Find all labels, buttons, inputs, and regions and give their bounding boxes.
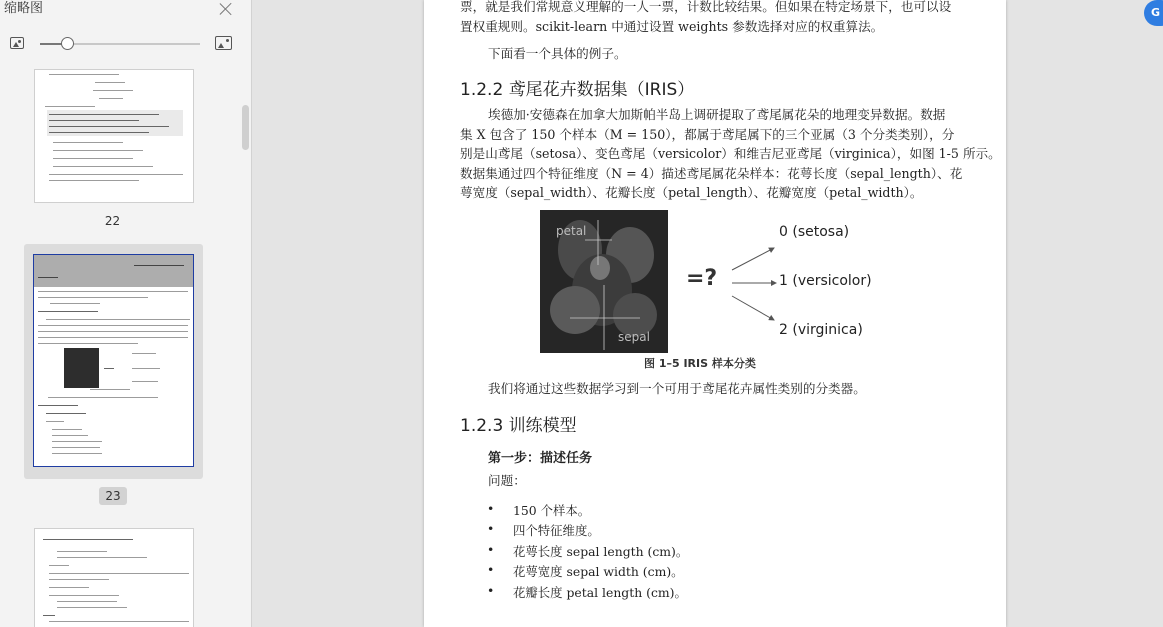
equals-question: =?: [686, 266, 718, 291]
paragraph-line: 埃德加·安德森在加拿大加斯帕半岛上调研提取了鸢尾属花朵的地理变异数据。数据: [488, 107, 946, 122]
class-label-versicolor: 1 (versicolor): [779, 273, 872, 289]
class-label-setosa: 0 (setosa): [779, 224, 850, 240]
step-heading: 第一步：描述任务: [488, 451, 593, 466]
section-heading-1-2-3: 1.2.3 训练模型: [460, 416, 577, 436]
thumbnail-panel: [0, 0, 252, 627]
thumbnail-image: [34, 528, 194, 627]
paragraph-line: 集 X 包含了 150 个样本（M = 150），都属于鸢尾属下的三个亚属（3 个分类类别），分: [460, 127, 955, 142]
petal-label: petal: [556, 224, 587, 238]
paragraph-line: 下面看一个具体的例子。: [488, 46, 627, 61]
paragraph-line: 别是山鸢尾（setosa）、变色鸢尾（versicolor）和维吉尼亚鸢尾（virginica），如图 1-5 所示。: [460, 146, 1001, 161]
list-item-text: 四个特征维度。: [513, 523, 600, 538]
figure-caption: 图 1–5 IRIS 样本分类: [644, 357, 756, 370]
panel-title: 缩略图: [4, 1, 44, 16]
section-heading-1-2-2: 1.2.2 鸢尾花卉数据集（IRIS）: [460, 80, 695, 100]
large-image-icon[interactable]: [215, 36, 232, 50]
list-item-text: 花萼宽度 sepal width (cm)。: [513, 564, 684, 579]
paragraph-line: 置权重规则。scikit-learn 中通过设置 weights 参数选择对应的权重算法。: [460, 19, 884, 34]
iris-flower-photo: [540, 210, 668, 353]
close-icon[interactable]: [219, 2, 233, 16]
panel-scrollbar[interactable]: [242, 105, 249, 150]
paragraph-line: 萼宽度（sepal_width）、花瓣长度（petal_length）、花瓣宽度（petal_width）。: [460, 185, 923, 200]
thumbnail-page-22[interactable]: [24, 69, 203, 204]
small-image-icon[interactable]: [10, 37, 24, 49]
floating-assistant-button[interactable]: G: [1144, 0, 1163, 26]
thumbnail-image: [33, 254, 194, 467]
thumbnail-page-number: 23: [99, 487, 127, 505]
list-item-text: 花萼长度 sepal length (cm)。: [513, 544, 689, 559]
list-item-text: 150 个样本。: [513, 503, 591, 518]
paragraph-line: 票，就是我们常规意义理解的一人一票，计数比较结果。但如果在特定场景下，也可以设: [460, 0, 952, 14]
thumbnail-page-number: 22: [104, 214, 121, 228]
class-label-virginica: 2 (virginica): [779, 322, 863, 338]
sepal-label: sepal: [618, 330, 650, 344]
paragraph-line: 我们将通过这些数据学习到一个可用于鸢尾花卉属性类别的分类器。: [488, 381, 866, 396]
zoom-slider-handle[interactable]: [61, 37, 74, 50]
document-page: [424, 0, 1006, 627]
thumbnail-page-23[interactable]: [24, 244, 203, 479]
thumbnail-image: [34, 69, 194, 203]
list-item-text: 花瓣长度 petal length (cm)。: [513, 585, 687, 600]
paragraph-line: 数据集通过四个特征维度（N = 4）描述鸢尾属花朵样本：花萼长度（sepal_length）、花: [460, 166, 963, 181]
question-label: 问题：: [488, 473, 526, 488]
thumbnail-page-24[interactable]: [24, 518, 203, 627]
